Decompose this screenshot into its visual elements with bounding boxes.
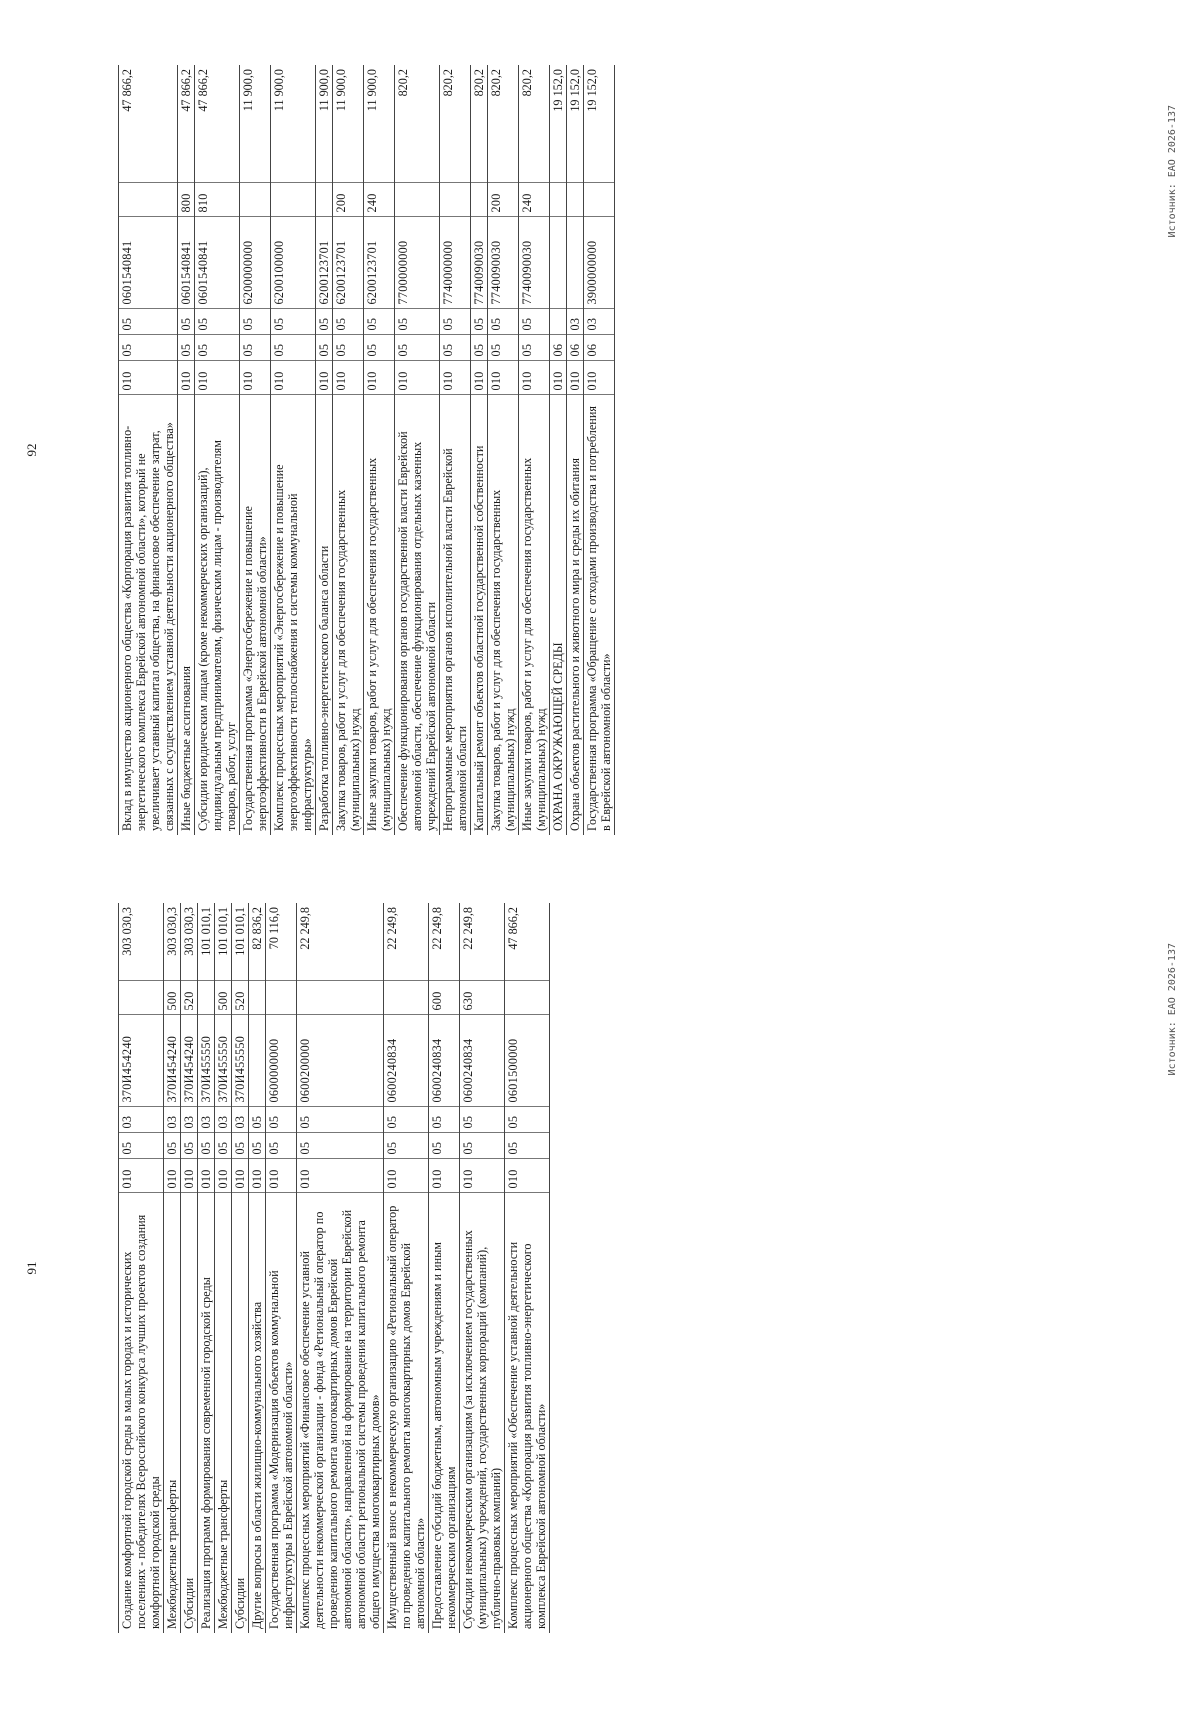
code-gr: 010 bbox=[384, 1159, 429, 1193]
code-gr: 010 bbox=[297, 1159, 384, 1193]
code-gr: 010 bbox=[333, 361, 364, 395]
table-row bbox=[178, 65, 195, 835]
table-row bbox=[232, 903, 249, 1633]
row-amount: 47 866,2 bbox=[119, 65, 178, 183]
table-row bbox=[460, 903, 505, 1633]
table-row bbox=[584, 65, 615, 835]
code-gr: 010 bbox=[198, 1159, 215, 1193]
code-rz: 05 bbox=[249, 1133, 266, 1159]
code-vr bbox=[198, 981, 215, 1015]
footer-code: Источник: ЕАО 2026-137 bbox=[1167, 105, 1178, 238]
code-rz: 06 bbox=[567, 335, 584, 361]
code-csr: 0600240834 bbox=[460, 1015, 505, 1107]
code-csr: 0601540841 bbox=[119, 217, 178, 309]
code-vr bbox=[550, 183, 567, 217]
code-csr: 370И454240 bbox=[164, 1015, 181, 1107]
table-row bbox=[297, 903, 384, 1633]
code-gr: 010 bbox=[584, 361, 615, 395]
code-csr: 0600000000 bbox=[266, 1015, 297, 1107]
code-rz: 06 bbox=[550, 335, 567, 361]
row-amount: 22 249,8 bbox=[384, 903, 429, 981]
code-pr: 05 bbox=[271, 309, 316, 335]
code-rz: 05 bbox=[395, 335, 440, 361]
code-rz: 05 bbox=[488, 335, 519, 361]
code-gr: 010 bbox=[266, 1159, 297, 1193]
code-csr: 0600240834 bbox=[384, 1015, 429, 1107]
code-csr: 370И454240 bbox=[181, 1015, 198, 1107]
code-csr: 6200123701 bbox=[316, 217, 333, 309]
row-amount: 19 152,0 bbox=[567, 65, 584, 183]
row-amount: 820,2 bbox=[395, 65, 440, 183]
row-amount: 11 900,0 bbox=[316, 65, 333, 183]
row-name: Субсидии некоммерческим организациям (за исключением государственных (муниципальных) учреждений, государственных корпораций (компаний), публично-правовых компаний) bbox=[460, 1193, 505, 1633]
code-pr: 05 bbox=[195, 309, 240, 335]
row-amount: 47 866,2 bbox=[178, 65, 195, 183]
code-vr bbox=[240, 183, 271, 217]
row-name: Вклад в имущество акционерного общества «Корпорация развития топливно-энергетического комплекса Еврейской автономной области», который не увеличивает уставный капитал общества, на финансовое обеспечение затрат, связанных с осуществлением уставной деятельности акционерного общества» bbox=[119, 395, 178, 835]
page-91 bbox=[0, 903, 1200, 1633]
row-amount: 303 030,3 bbox=[164, 903, 181, 981]
code-rz: 05 bbox=[471, 335, 488, 361]
code-rz: 05 bbox=[178, 335, 195, 361]
code-csr: 7740090030 bbox=[519, 217, 550, 309]
row-name: Разработка топливно-энергетического баланса области bbox=[316, 395, 333, 835]
code-rz: 05 bbox=[215, 1133, 232, 1159]
code-csr: 7740000000 bbox=[440, 217, 471, 309]
code-rz: 05 bbox=[384, 1133, 429, 1159]
table-row bbox=[240, 65, 271, 835]
code-vr bbox=[249, 981, 266, 1015]
budget-table bbox=[118, 65, 615, 835]
code-csr: 370И454240 bbox=[119, 1015, 164, 1107]
row-name: Государственная программа «Энергосбережение и повышение энергоэффективности в Еврейской автономной области» bbox=[240, 395, 271, 835]
code-gr: 010 bbox=[550, 361, 567, 395]
row-name: Иные закупки товаров, работ и услуг для обеспечения государственных (муниципальных) нужд bbox=[519, 395, 550, 835]
table-row bbox=[195, 65, 240, 835]
code-csr: 6200000000 bbox=[240, 217, 271, 309]
code-csr: 0601540841 bbox=[195, 217, 240, 309]
code-pr: 03 bbox=[198, 1107, 215, 1133]
row-amount: 820,2 bbox=[519, 65, 550, 183]
row-name: Субсидии юридическим лицам (кроме некоммерческих организаций), индивидуальным предпринимателям, физическим лицам - производителям товаров, работ, услуг bbox=[195, 395, 240, 835]
code-vr bbox=[119, 981, 164, 1015]
table-row bbox=[181, 903, 198, 1633]
code-rz: 05 bbox=[240, 335, 271, 361]
code-rz: 05 bbox=[440, 335, 471, 361]
code-vr bbox=[316, 183, 333, 217]
code-vr: 630 bbox=[460, 981, 505, 1015]
row-name: Иные закупки товаров, работ и услуг для обеспечения государственных (муниципальных) нужд bbox=[364, 395, 395, 835]
row-amount: 11 900,0 bbox=[240, 65, 271, 183]
code-vr bbox=[266, 981, 297, 1015]
code-gr: 010 bbox=[164, 1159, 181, 1193]
code-pr: 05 bbox=[440, 309, 471, 335]
table-row bbox=[164, 903, 181, 1633]
row-amount: 47 866,2 bbox=[195, 65, 240, 183]
code-gr: 010 bbox=[271, 361, 316, 395]
code-vr bbox=[297, 981, 384, 1015]
code-gr: 010 bbox=[215, 1159, 232, 1193]
code-pr: 03 bbox=[567, 309, 584, 335]
code-vr: 200 bbox=[333, 183, 364, 217]
footer-code: Источник: ЕАО 2026-137 bbox=[1167, 943, 1178, 1076]
row-amount: 22 249,8 bbox=[297, 903, 384, 981]
code-rz: 05 bbox=[297, 1133, 384, 1159]
table-row bbox=[471, 65, 488, 835]
code-gr: 010 bbox=[249, 1159, 266, 1193]
row-amount: 70 116,0 bbox=[266, 903, 297, 981]
code-gr: 010 bbox=[440, 361, 471, 395]
code-rz: 05 bbox=[164, 1133, 181, 1159]
code-vr: 520 bbox=[181, 981, 198, 1015]
code-vr bbox=[584, 183, 615, 217]
table-row bbox=[384, 903, 429, 1633]
row-amount: 19 152,0 bbox=[550, 65, 567, 183]
code-vr bbox=[271, 183, 316, 217]
table-row bbox=[333, 65, 364, 835]
code-pr: 05 bbox=[519, 309, 550, 335]
code-vr bbox=[471, 183, 488, 217]
code-csr bbox=[550, 217, 567, 309]
row-amount: 11 900,0 bbox=[333, 65, 364, 183]
code-pr: 03 bbox=[232, 1107, 249, 1133]
table-row bbox=[550, 65, 567, 835]
code-csr bbox=[249, 1015, 266, 1107]
code-gr: 010 bbox=[505, 1159, 550, 1193]
code-pr: 03 bbox=[164, 1107, 181, 1133]
code-csr: 7740090030 bbox=[488, 217, 519, 309]
row-name: Субсидии bbox=[232, 1193, 249, 1633]
code-vr bbox=[384, 981, 429, 1015]
row-amount: 303 030,3 bbox=[119, 903, 164, 981]
code-vr: 500 bbox=[164, 981, 181, 1015]
code-pr: 05 bbox=[178, 309, 195, 335]
row-amount: 101 010,1 bbox=[215, 903, 232, 981]
code-vr: 240 bbox=[519, 183, 550, 217]
code-pr: 05 bbox=[471, 309, 488, 335]
code-pr: 03 bbox=[181, 1107, 198, 1133]
row-name: Комплекс процессных мероприятий «Энергосбережение и повышение энергоэффективности теплоснабжения и системы коммунальной инфраструктуры» bbox=[271, 395, 316, 835]
row-name: Охрана объектов растительного и животного мира и среды их обитания bbox=[567, 395, 584, 835]
row-amount: 820,2 bbox=[440, 65, 471, 183]
code-pr: 03 bbox=[215, 1107, 232, 1133]
code-gr: 010 bbox=[488, 361, 519, 395]
row-name: Закупка товаров, работ и услуг для обеспечения государственных (муниципальных) нужд bbox=[333, 395, 364, 835]
code-vr: 600 bbox=[429, 981, 460, 1015]
budget-table bbox=[118, 903, 550, 1633]
row-amount: 820,2 bbox=[488, 65, 519, 183]
code-gr: 010 bbox=[316, 361, 333, 395]
code-vr bbox=[119, 183, 178, 217]
code-csr: 0601540841 bbox=[178, 217, 195, 309]
row-amount: 101 010,1 bbox=[232, 903, 249, 981]
code-csr: 370И455550 bbox=[198, 1015, 215, 1107]
row-amount: 22 249,8 bbox=[429, 903, 460, 981]
code-rz: 05 bbox=[119, 1133, 164, 1159]
code-vr: 500 bbox=[215, 981, 232, 1015]
code-vr: 240 bbox=[364, 183, 395, 217]
code-rz: 05 bbox=[460, 1133, 505, 1159]
row-name: Комплекс процессных мероприятий «Финансовое обеспечение уставной деятельности некоммерческой организации - фонда «Региональный оператор по проведению капитального ремонта многоквартирных домов Еврейской автономной области», направленной на формирование на территории Еврейской автономной области региональной системы проведения капитального ремонта общего имущества многоквартирных домов» bbox=[297, 1193, 384, 1633]
code-pr: 05 bbox=[384, 1107, 429, 1133]
row-amount: 47 866,2 bbox=[505, 903, 550, 981]
code-pr: 05 bbox=[505, 1107, 550, 1133]
table-row bbox=[364, 65, 395, 835]
code-rz: 06 bbox=[584, 335, 615, 361]
code-rz: 05 bbox=[429, 1133, 460, 1159]
code-gr: 010 bbox=[119, 1159, 164, 1193]
code-gr: 010 bbox=[178, 361, 195, 395]
code-csr: 7740090030 bbox=[471, 217, 488, 309]
code-csr: 7700000000 bbox=[395, 217, 440, 309]
table-row bbox=[198, 903, 215, 1633]
code-rz: 05 bbox=[232, 1133, 249, 1159]
code-pr: 05 bbox=[297, 1107, 384, 1133]
row-name: Предоставление субсидий бюджетным, автономным учреждениям и иным некоммерческим организациям bbox=[429, 1193, 460, 1633]
row-name: Субсидии bbox=[181, 1193, 198, 1633]
code-csr: 370И455550 bbox=[215, 1015, 232, 1107]
code-csr: 3900000000 bbox=[584, 217, 615, 309]
code-pr: 05 bbox=[364, 309, 395, 335]
code-vr: 520 bbox=[232, 981, 249, 1015]
code-pr: 03 bbox=[584, 309, 615, 335]
code-pr: 05 bbox=[119, 309, 178, 335]
page-number: 92 bbox=[24, 443, 39, 457]
code-pr: 05 bbox=[488, 309, 519, 335]
code-gr: 010 bbox=[519, 361, 550, 395]
code-csr: 0601500000 bbox=[505, 1015, 550, 1107]
table-row bbox=[567, 65, 584, 835]
table-row bbox=[249, 903, 266, 1633]
table-row bbox=[119, 65, 178, 835]
code-gr: 010 bbox=[181, 1159, 198, 1193]
code-gr: 010 bbox=[232, 1159, 249, 1193]
table-row bbox=[519, 65, 550, 835]
code-csr: 6200123701 bbox=[333, 217, 364, 309]
code-rz: 05 bbox=[519, 335, 550, 361]
code-csr: 0600240834 bbox=[429, 1015, 460, 1107]
code-gr: 010 bbox=[395, 361, 440, 395]
table-row bbox=[429, 903, 460, 1633]
code-vr bbox=[505, 981, 550, 1015]
row-name: Межбюджетные трансферты bbox=[164, 1193, 181, 1633]
code-csr: 6200123701 bbox=[364, 217, 395, 309]
row-name: Обеспечение функционирования органов государственной власти Еврейской автономной области, обеспечение функционирования отдельных казенных учреждений Еврейской автономной области bbox=[395, 395, 440, 835]
table-row bbox=[266, 903, 297, 1633]
code-vr bbox=[440, 183, 471, 217]
row-name: Создание комфортной городской среды в малых городах и исторических поселениях - победителях Всероссийского конкурса лучших проектов создания комфортной городской среды bbox=[119, 1193, 164, 1633]
row-name: Капитальный ремонт объектов областной государственной собственности bbox=[471, 395, 488, 835]
row-amount: 820,2 bbox=[471, 65, 488, 183]
code-rz: 05 bbox=[198, 1133, 215, 1159]
code-vr: 800 bbox=[178, 183, 195, 217]
code-pr: 05 bbox=[333, 309, 364, 335]
row-amount: 101 010,1 bbox=[198, 903, 215, 981]
table-row bbox=[119, 903, 164, 1633]
page-92 bbox=[0, 65, 1200, 835]
code-gr: 010 bbox=[195, 361, 240, 395]
row-name: Межбюджетные трансферты bbox=[215, 1193, 232, 1633]
table-row bbox=[271, 65, 316, 835]
row-name: Другие вопросы в области жилищно-коммунального хозяйства bbox=[249, 1193, 266, 1633]
page-number: 91 bbox=[24, 1261, 39, 1275]
row-amount: 11 900,0 bbox=[364, 65, 395, 183]
code-vr bbox=[567, 183, 584, 217]
row-name: Непрограммные мероприятия органов исполнительной власти Еврейской автономной области bbox=[440, 395, 471, 835]
code-gr: 010 bbox=[240, 361, 271, 395]
code-rz: 05 bbox=[119, 335, 178, 361]
code-pr: 05 bbox=[460, 1107, 505, 1133]
code-vr bbox=[395, 183, 440, 217]
code-csr: 6200100000 bbox=[271, 217, 316, 309]
row-amount: 22 249,8 bbox=[460, 903, 505, 981]
row-name: Государственная программа «Модернизация объектов коммунальной инфраструктуры в Еврейской автономной области» bbox=[266, 1193, 297, 1633]
code-pr: 05 bbox=[249, 1107, 266, 1133]
code-gr: 010 bbox=[429, 1159, 460, 1193]
code-gr: 010 bbox=[567, 361, 584, 395]
code-pr: 05 bbox=[240, 309, 271, 335]
code-pr: 05 bbox=[266, 1107, 297, 1133]
row-name: Государственная программа «Обращение с отходами производства и потребления в Еврейской автономной области» bbox=[584, 395, 615, 835]
row-amount: 19 152,0 bbox=[584, 65, 615, 183]
table-row bbox=[395, 65, 440, 835]
code-rz: 05 bbox=[505, 1133, 550, 1159]
code-gr: 010 bbox=[460, 1159, 505, 1193]
code-rz: 05 bbox=[364, 335, 395, 361]
table-row bbox=[316, 65, 333, 835]
code-pr: 05 bbox=[429, 1107, 460, 1133]
row-amount: 303 030,3 bbox=[181, 903, 198, 981]
code-pr: 05 bbox=[395, 309, 440, 335]
code-rz: 05 bbox=[271, 335, 316, 361]
code-rz: 05 bbox=[181, 1133, 198, 1159]
code-csr: 0600200000 bbox=[297, 1015, 384, 1107]
row-amount: 11 900,0 bbox=[271, 65, 316, 183]
row-name: Закупка товаров, работ и услуг для обеспечения государственных (муниципальных) нужд bbox=[488, 395, 519, 835]
table-row bbox=[505, 903, 550, 1633]
code-gr: 010 bbox=[364, 361, 395, 395]
table-row bbox=[215, 903, 232, 1633]
code-rz: 05 bbox=[195, 335, 240, 361]
code-rz: 05 bbox=[316, 335, 333, 361]
row-amount: 82 836,2 bbox=[249, 903, 266, 981]
row-name: Комплекс процессных мероприятий «Обеспечение уставной деятельности акционерного общества «Корпорация развития топливно-энергетического комплекса Еврейской автономной области» bbox=[505, 1193, 550, 1633]
row-name: Реализация программ формирования современной городской среды bbox=[198, 1193, 215, 1633]
row-name: Имущественный взнос в некоммерческую организацию «Региональный оператор по проведению капитального ремонта многоквартирных домов Еврейской автономной области» bbox=[384, 1193, 429, 1633]
code-csr bbox=[567, 217, 584, 309]
code-csr: 370И455550 bbox=[232, 1015, 249, 1107]
table-row bbox=[488, 65, 519, 835]
code-vr: 200 bbox=[488, 183, 519, 217]
code-pr: 03 bbox=[119, 1107, 164, 1133]
code-pr: 05 bbox=[316, 309, 333, 335]
row-name: Иные бюджетные ассигнования bbox=[178, 395, 195, 835]
code-gr: 010 bbox=[471, 361, 488, 395]
code-pr bbox=[550, 309, 567, 335]
row-name: ОХРАНА ОКРУЖАЮЩЕЙ СРЕДЫ bbox=[550, 395, 567, 835]
code-rz: 05 bbox=[333, 335, 364, 361]
table-row bbox=[440, 65, 471, 835]
code-gr: 010 bbox=[119, 361, 178, 395]
code-vr: 810 bbox=[195, 183, 240, 217]
code-rz: 05 bbox=[266, 1133, 297, 1159]
